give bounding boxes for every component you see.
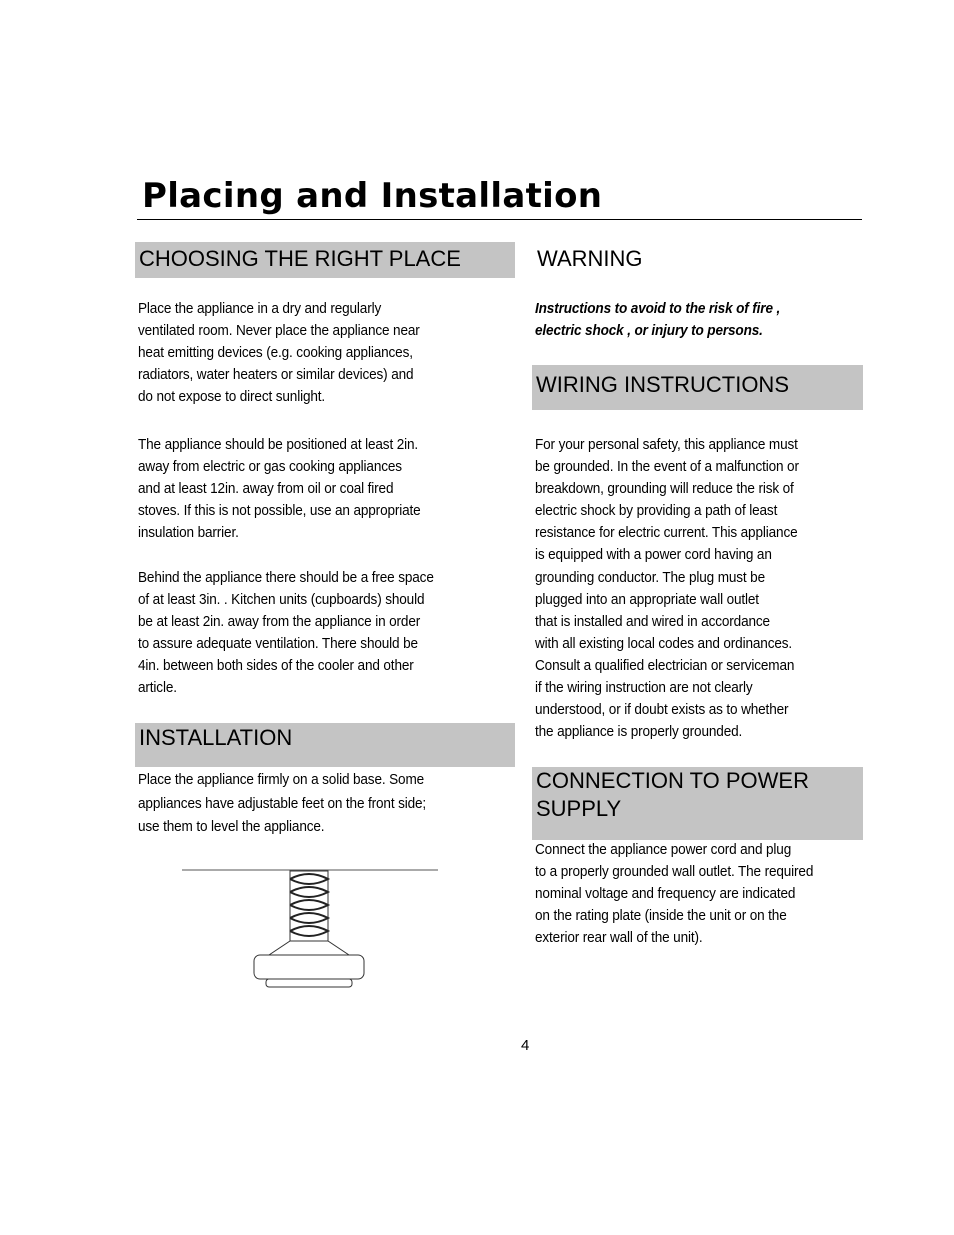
page-title: Placing and Installation [142, 176, 603, 216]
wiring-instructions-heading-text: WIRING INSTRUCTIONS [536, 372, 789, 397]
wiring-instructions-heading [532, 365, 863, 410]
choosing-place-paragraph-2: The appliance should be positioned at least 2in. away from electric or gas cooking appliances and at least 12in. away from oil or coal fired stoves. If this is not possible, use an appropriate insulation barrier. [138, 437, 421, 542]
connection-power-heading-line-2: SUPPLY [536, 796, 622, 821]
choosing-place-heading [135, 242, 515, 278]
connection-power-heading [532, 767, 863, 840]
page-number: 4 [521, 1037, 530, 1054]
connection-power-text: Connect the appliance power cord and plug to a properly grounded wall outlet. The required nominal voltage and frequency are indicated on the rating plate (inside the unit or on the exterior rear wall of the unit). [535, 842, 814, 947]
choosing-place-paragraph-3: Behind the appliance there should be a free space of at least 3in. . Kitchen units (cupboards) should be at least 2in. away from the appliance in order to assure adequate ventilation. There should be 4in. between both sides of the cooler and other article. [138, 570, 434, 697]
title-rule [137, 219, 862, 220]
choosing-place-heading-text: CHOOSING THE RIGHT PLACE [139, 246, 461, 271]
connection-power-heading-line-1: CONNECTION TO POWER [536, 768, 809, 793]
installation-paragraph: Place the appliance firmly on a solid base. Some appliances have adjustable feet on the front side; use them to level the appliance. [138, 772, 427, 835]
adjustable-foot-illustration [180, 865, 442, 991]
choosing-place-paragraph-1: Place the appliance in a dry and regularly ventilated room. Never place the appliance near heat emitting devices (e.g. cooking appliances, radiators, water heaters or similar devices) and do not expose to direct sunlight. [138, 301, 420, 406]
warning-text: Instructions to avoid to the risk of fire , electric shock , or injury to persons. [535, 301, 781, 340]
wiring-instructions-text: For your personal safety, this appliance must be grounded. In the event of a malfunction or breakdown, grounding will reduce the risk of electric shock by providing a path of least resistance for electric current. This appliance is equipped with a power cord having an grounding conductor. The plug must be plugged into an appropriate wall outlet that is installed and wired in accordance with all existing local codes and ordinances. Consult a qualified electrician or serviceman if the wiring instruction are not clearly understood, or if doubt exists as to whether the appliance is properly grounded. [535, 437, 799, 741]
installation-heading-text: INSTALLATION [139, 725, 293, 750]
warning-heading: WARNING [537, 246, 643, 271]
installation-heading [135, 723, 515, 767]
